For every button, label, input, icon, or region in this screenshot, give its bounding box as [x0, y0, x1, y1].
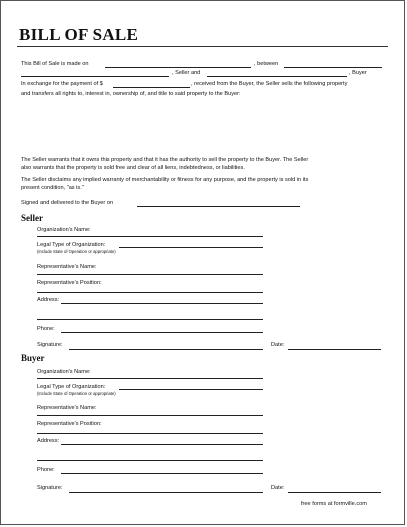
buyer-date-field[interactable] [288, 492, 381, 493]
buyer-legal-type-note: (Include State of Operation or appropriate) [37, 391, 116, 396]
seller-org-name-field[interactable] [37, 236, 263, 237]
intro-buyer: , Buyer [349, 70, 367, 76]
buyer-legal-type-field[interactable] [119, 389, 263, 390]
seller-rep-position-field[interactable] [37, 292, 263, 293]
seller-heading: Seller [21, 213, 43, 223]
seller-date-field[interactable] [288, 349, 381, 350]
document-title: BILL OF SALE [19, 25, 139, 44]
seller-legal-type-field[interactable] [119, 247, 263, 248]
payment-amount-field[interactable] [113, 87, 190, 88]
buyer-heading: Buyer [21, 353, 45, 363]
warranty-line-4: present condition, "as is." [21, 185, 84, 191]
seller-phone-label: Phone: [37, 326, 55, 332]
seller-org-name-label: Organization's Name: [37, 227, 91, 233]
seller-rep-name-field[interactable] [37, 274, 263, 275]
seller-address-field-1[interactable] [61, 303, 263, 304]
warranty-line-2: also warrants that the property is sold free and clear of all liens, indebtedness, or liabilities. [21, 165, 245, 171]
buyer-phone-field[interactable] [61, 473, 263, 474]
seller-rep-position-label: Representative's Position: [37, 280, 102, 286]
buyer-org-name-field[interactable] [37, 378, 263, 379]
buyer-rep-position-field[interactable] [37, 433, 263, 434]
footer-source: free forms at formville.com [301, 501, 367, 507]
seller-legal-type-label: Legal Type of Organization: [37, 242, 106, 248]
seller-address-label: Address: [37, 297, 60, 303]
buyer-signature-field[interactable] [69, 492, 263, 493]
seller-signature-field[interactable] [69, 349, 263, 350]
delivery-date-field[interactable] [137, 206, 300, 207]
seller-address-field-2[interactable] [37, 319, 263, 320]
intro-seller-and: , Seller and [172, 70, 201, 76]
date-field[interactable] [105, 67, 251, 68]
buyer-rep-name-field[interactable] [37, 415, 263, 416]
buyer-signature-label: Signature: [37, 485, 63, 491]
seller-signature-label: Signature: [37, 342, 63, 348]
signed-delivered: Signed and delivered to the Buyer on [21, 200, 114, 206]
intro-between: , between [254, 61, 279, 67]
intro-exchange: In exchange for the payment of $ [21, 81, 103, 87]
seller-legal-type-note: (Include State of Operation or appropriate) [37, 249, 116, 254]
seller-date-label: Date: [271, 342, 285, 348]
seller-phone-field[interactable] [61, 332, 263, 333]
buyer-rep-name-label: Representative's Name: [37, 405, 97, 411]
intro-received: , received from the Buyer, the Seller sells the following property [191, 81, 348, 87]
intro-transfers: and transfers all rights to, interest in, ownership of, and title to said property to the Buyer: [21, 91, 241, 97]
warranty-line-1: The Seller warrants that it owns this property and that it has the authority to sell the property to the Buyer. The Seller [21, 157, 309, 163]
buyer-date-label: Date: [271, 485, 285, 491]
buyer-address-field-2[interactable] [37, 460, 263, 461]
buyer-address-field-1[interactable] [61, 444, 263, 445]
seller-rep-name-label: Representative's Name: [37, 264, 97, 270]
buyer-rep-position-label: Representative's Position: [37, 421, 102, 427]
warranty-line-3: The Seller disclaims any implied warranty of merchantability or fitness for any purpose, and the property is sold in its [21, 177, 309, 183]
buyer-legal-type-label: Legal Type of Organization: [37, 384, 106, 390]
party-field-1[interactable] [284, 67, 382, 68]
title-divider [17, 46, 388, 47]
buyer-name-field[interactable] [207, 76, 347, 77]
buyer-org-name-label: Organization's Name: [37, 369, 91, 375]
buyer-address-label: Address: [37, 438, 60, 444]
buyer-phone-label: Phone: [37, 467, 55, 473]
intro-made-on: This Bill of Sale is made on [21, 61, 89, 67]
seller-name-field[interactable] [21, 76, 169, 77]
